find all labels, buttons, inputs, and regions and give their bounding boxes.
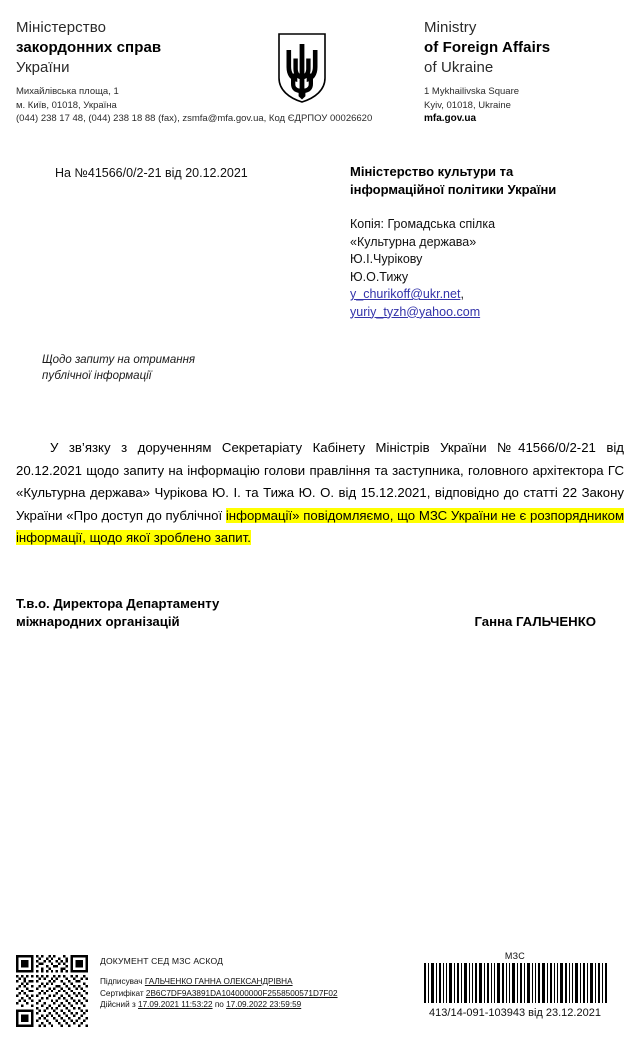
address-street-ua: Михайлівська площа, 1 <box>16 86 119 97</box>
sed-details <box>100 976 380 1011</box>
address-street-en: 1 Mykhailivska Square <box>424 86 520 97</box>
org-address-block-en <box>424 85 634 126</box>
org-name-line-2: закордонних справ <box>16 39 162 56</box>
letterhead-ukrainian <box>16 18 373 126</box>
body-text-highlighted: інформації» повідомляємо, що МЗС України не є розпорядником інформації, щодо якої зроблено запит. <box>16 507 625 545</box>
email-line-2 <box>350 304 635 322</box>
document-registration-number: 413/14-091-103943 від 23.12.2021 <box>429 1007 601 1019</box>
email-separator: , <box>460 287 464 301</box>
address-city-en: Kyiv, 01018, Ukraine <box>424 99 511 111</box>
validity-to: 17.09.2022 23:59:59 <box>226 1000 302 1010</box>
copy-line-4: Ю.О.Тижу <box>350 269 409 284</box>
signatory-position-line-1: Т.в.о. Директора Департаменту <box>16 596 220 611</box>
barcode-label: МЗС <box>504 951 526 961</box>
signatory-position-line-2: міжнародних організацій <box>16 614 180 629</box>
certificate-value: 2B6C7DF9A3891DA104000000F2558500571D7F02 <box>145 988 338 998</box>
document-footer <box>0 950 640 1038</box>
barcode-block <box>390 950 640 1020</box>
org-name-line-1: Міністерство <box>16 19 107 36</box>
signer-row <box>100 976 380 988</box>
address-city-ua: м. Київ, 01018, Україна <box>16 99 117 111</box>
org-address-block-ua <box>16 85 373 126</box>
signer-label: Підписувач <box>100 977 143 986</box>
copy-line-3: Ю.І.Чурікову <box>350 252 423 266</box>
org-name-en-line-1: Ministry <box>424 19 477 36</box>
validity-middle: по <box>214 1000 224 1010</box>
org-name-line-3: України <box>16 59 70 76</box>
body-text-plain: У зв’язку з дорученням Секретаріату Кабінету Міністрів України №41566/0/2-21 від 20.12.2021 щодо запиту на інформацію голови правління та заступника, головного архітектора ГС «Культурна держава» Чурікова Ю. І. та Тижа Ю. О. від 15.12.2021, відповідно до статті 22 Закону України «Про доступ до публічної <box>16 440 624 523</box>
signatory-position <box>16 595 346 631</box>
addressee-title <box>350 163 635 199</box>
sed-system-title: ДОКУМЕНТ СЕД МЗС АСКОД <box>100 956 224 966</box>
subject-line-2: публічної інформації <box>42 369 152 382</box>
subject-line <box>42 353 302 384</box>
letterhead-english <box>424 18 634 126</box>
subject-line-1: Щодо запиту на отримання <box>42 354 196 366</box>
qr-code-icon <box>16 955 88 1027</box>
copy-line-2: «Культурна держава» <box>350 234 477 249</box>
validity-row <box>100 999 380 1011</box>
signatory-name: Ганна ГАЛЬЧЕНКО <box>474 614 596 629</box>
addressee-copy-block <box>350 216 635 321</box>
letter-body <box>16 437 624 550</box>
letterhead <box>0 18 640 138</box>
org-name-en-line-3: of Ukraine <box>424 59 494 76</box>
addressee-title-line-1: Міністерство культури та <box>350 164 514 179</box>
validity-from: 17.09.2021 11:53:22 <box>138 1000 213 1010</box>
copy-line-1: Копія: Громадська спілка <box>350 217 496 231</box>
email-link-secondary[interactable]: yuriy_tyzh@yahoo.com <box>350 304 481 319</box>
ukraine-trident-coat-of-arms-icon <box>277 32 327 104</box>
barcode-icon <box>422 963 608 1003</box>
website-line: mfa.gov.ua <box>424 113 477 124</box>
signature-block <box>16 595 624 631</box>
email-link-primary[interactable]: y_churikoff@ukr.net <box>350 287 461 301</box>
validity-label: Дійсний з <box>100 1000 136 1010</box>
addressee-block <box>350 163 635 321</box>
electronic-signature-block <box>100 955 380 1011</box>
org-name-en-line-2: of Foreign Affairs <box>424 39 551 56</box>
email-line-1 <box>350 286 635 304</box>
addressee-title-line-2: інформаційної політики України <box>350 182 557 197</box>
reference-number-line: На №41566/0/2-21 від 20.12.2021 <box>55 166 248 180</box>
signer-value: ГАЛЬЧЕНКО ГАННА ОЛЕКСАНДРІВНА <box>144 977 293 986</box>
certificate-label: Сертифікат <box>100 988 144 998</box>
contacts-line: (044) 238 17 48, (044) 238 18 88 (fax), zsmfa@mfa.gov.ua, Код ЄДРПОУ 00026620 <box>16 113 373 124</box>
certificate-row <box>100 988 380 1000</box>
